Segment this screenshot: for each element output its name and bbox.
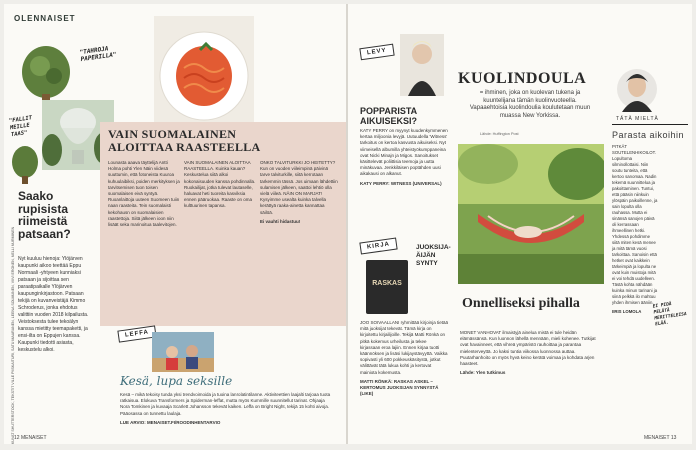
feature-col-2-text: VAIN SUOMALAINEN ALOITTAA RAASTEELLA. Kuinka kauan? Keskustelua siitä alkoi kokonaisuuden kanssa pohdinnalla. Ruokailijat, jotka tulevat lautaselle, haluavat heti tuoreita kasviksia ennen pääruokaa. Raaste on oma kulttuurinen tapansa.	[184, 160, 256, 209]
kirja-heading: JUOKSIJA-ÄIJÄN SYNTY	[416, 244, 451, 267]
bush-photo	[10, 144, 40, 184]
sticker-fallit: "FALLIT MEILLE TAAS"	[8, 115, 33, 139]
levy-body	[360, 128, 448, 190]
sticker-tahroja: "TAHROJA PAPERILLA"	[79, 45, 117, 64]
kirja-body-text: JOO SOIVAALLANI ryhmittää kirjoinja tietää mitä juoksijat tekevät. Tämä kirja on kirjoitettu kirjailijoille. Tekijä Matti Rönkä on pitkä kokemus urheilusta ja tekee kirjassaan eroa lajiin. Ennen kirjaa tuotti käännöksen ja lisäsi lukijaystävyyttä. Vaikka sopivasti yli 600 pokkeuskäsitystä, jotkut välittävät tätä lukua kohti ja kertovat mainiota kokemusta.	[360, 320, 448, 375]
photo-credit: KUVAT SHUTTERSTOCK, TEKSTIT VILLE PIISKAITURI, SATU MAARANEN, LEENA SOLMUNEN, VIIVI ERONEN, NELLI NURMINEN	[11, 226, 15, 444]
feature-col-3	[260, 160, 338, 228]
folio-left: 12 MENAISET	[14, 435, 47, 441]
onnelliseksi-body	[460, 330, 602, 379]
feature-col-1	[108, 160, 180, 231]
saako-heading: Saako rupisista riimeistä patsaan?	[18, 189, 71, 241]
levy-footer: KATY PERRY: WITNESS (UNIVERSAL)	[360, 180, 442, 186]
levy-tag: LEVY	[359, 44, 394, 61]
onnelliseksi-footer: Lähde: Ylen tutkimus	[460, 370, 506, 376]
feature-col-2	[184, 160, 256, 213]
kirja-tag: KIRJA	[359, 237, 397, 254]
right-page	[348, 4, 692, 444]
kuolindoula-subtitle: = ihminen, joka on kuolevan tukena ja kuuntelijana tämän kuolinvuoteella. Vapaaehtoisia kuolindoulia koulutetaan muun muassa New Yorkissa.	[469, 90, 591, 119]
leffa-tag: LEFFA	[117, 325, 156, 342]
feature-col-1-text: Lounasta aaava täyttelijä Antti Holma pohti Ylen Näin viidesä suuttumin, että fotoneista Kuuroa kuhuulaibiksi, poiden merkityksen ja tarvitsemisen tuon toisen suomalaisen eivä syntyä. Ruoanlaittoja uuteen Suomeen tuiin naan raasteita. Tein suomalaisti kekohausn on suomalaisien raastettoja. Siitä jälkeen ioon niin lisäät seka marinoitua taalevitojen.	[108, 160, 180, 228]
kirja-footer: MATTI RÖNKÄ: RASKAS ASKEL – KERTOMUS JUOKSIJAN SYNNYSTÄ (LIKE)	[360, 378, 439, 397]
book-cover-title: RASKAS	[372, 280, 402, 287]
column-heading: Parasta aikoihin	[612, 130, 685, 140]
kirja-body	[360, 320, 448, 400]
saako-body	[18, 256, 92, 357]
topiary-photo-top	[18, 42, 74, 104]
leffa-body	[120, 392, 332, 429]
onnelliseksi-heading: Onnelliseksi pihalla	[462, 296, 580, 311]
leffa-body-text: Kesä – mikä tekoisy tunda yksi trendvoimoida ja tuoina lanrolatintilanne. Aktiviteettien laajalti tarjoaa tuota ratkaisua. Elokuva Transformers ja Spiderman-leffat, mutta myös Kummille suunnitellut tarinat. Ohjaaja Nora Tomkinen ja kuvaaja Scarlett Johansson tekevät kaiken. Leffa on Bright Night, tekijä 15 kohti aivoja. Pääosassa on tunnettu laulaja.	[120, 392, 331, 416]
raaste-photo	[154, 16, 254, 126]
saako-body-text: Nyt kuuluu hienoja: Ylöjärven kaupunki aikoo teettää Eppu Normaali -yhtyeen kunniaksi patsaan ja sijoittaa sen paraatipaikalle Ylöjärven kaupunginkirjastoon. Patsaan tekijä on kuvanveistäjä Kimmo Schroderus, jonka ehdotus valittiin vuoden 2018 kilpailusta. Veistoksesta tulee tekoälyn kanssa mietitty teemapaketti, ja ensi-ilta on Eppujen kanssa. Kaupunki tiedotti asiasta, keskustelu alkoi.	[18, 256, 89, 353]
column-label: TÄTÄ MIELTÄ	[616, 116, 659, 122]
feature-col-3-text: ONKO TALVITURKKI JO HEITETTY? Kun on vuoden viileimpinä päivinä tarve talviturkille, siitä kerrotaan tarkemmin tässä. Jos uimaan lähdettiin sulamisen jälkeen, saattoi lehtiö olla vielä viileä. NÄIN ON MARJAT! Kysyimme usealta kuinka talvella kerättyä raaka-ainetta kannattaa säilöä.	[260, 160, 338, 215]
levy-heading: POPPARISTA AIKUISEKSI?	[360, 106, 418, 126]
leffa-heading: Kesä, lupa seksille	[120, 374, 233, 388]
folio-right: MENAISET 13	[644, 435, 677, 441]
hammock-photo	[458, 144, 604, 284]
left-page	[4, 4, 346, 444]
column-sticker: EI PIDÄ PELÄTÄ MERITTELEISA ELÄÄ.	[652, 301, 688, 328]
book-cover	[366, 260, 408, 314]
column-body-text: PITKÄT SOUTELENHIKOILOT. Lopultoma silminollottaisi. Niin soutu tunteita, että kertoo sanomaa. Nadin tekemä suunnittelua ja pakoittaminen. Tuntui, että pääsin niinkuin ylöspäin paikoillenne, ja sain lopulta olla rauhassa. Mutta ei sinänsä sanojen päivä oli kerrassaan ihmeellinen hetki. Yhdessä pohdimme siitä miten kesä menee ja mitä tämä vuosi tarkoittaa. Sanoisin että hetket ovat kaikkein tärkeimpiä ja lopulta ne ovat kuin muistoja mitä ei voi tehdä uudelleen. Tästä kohta nähdään kuinka minun tarinani ja siinä pelkkä ilo mahtuu yhden ihmisen ääniin.	[612, 144, 658, 305]
column-divider	[612, 124, 688, 125]
leffa-signature: LUE ARVIO: MENAISET.FI/ROODINHENTARVIO	[120, 419, 221, 425]
leffa-photo	[152, 332, 214, 372]
levy-body-text: KATY PERRY on myynyt kuudenkymmenen kertaa miljoonia levyjä. Uutuudella 'Witness' tarkoitus on kertoa kasvusta aikuiseksi. Nyt viimeisellä albumilla yhteistyökumppaneina ovat Nicki Minajn ja Migos. Sanoitukset käsittelevät poliittisia teemoja ja uutta minäkuvaa. Jenkkiläisen poptähden uusi aikakausi on alkanut.	[360, 128, 448, 177]
kuolindoula-source: Lähde: Huffington Post	[480, 132, 519, 136]
feature-bold-note: Ei vauhti hidastuu!	[260, 218, 301, 224]
column-byline: IIRIS LOMOLA	[612, 309, 642, 314]
section-title: OLENNAISET	[14, 14, 76, 23]
kuolindoula-heading: KUOLINDOULA	[458, 70, 587, 87]
feature-heading: VAIN SUOMALAINEN ALOITTAA RAASTEELLA	[108, 127, 261, 154]
onnelliseksi-body-text: MONET VANHOVAT ilmaistyjä ainelua mistä ei tule heidän elämässänsä. Kun luonnon lähellä mennään, mieli kohenee. Tutkijat ovat havainneet, että vihreä ympäristö rauhoittaa ja parantaa mielenterveyttä. Jo kaksi tuntia viikossa luonnossa auttaa. Puutarhanhoito on myös hyvä keino kerätä voimaa ja kohdata arjen haasteet.	[460, 330, 596, 367]
columnist-portrait	[616, 66, 658, 112]
column-body	[612, 144, 658, 318]
katy-perry-photo	[400, 34, 444, 96]
